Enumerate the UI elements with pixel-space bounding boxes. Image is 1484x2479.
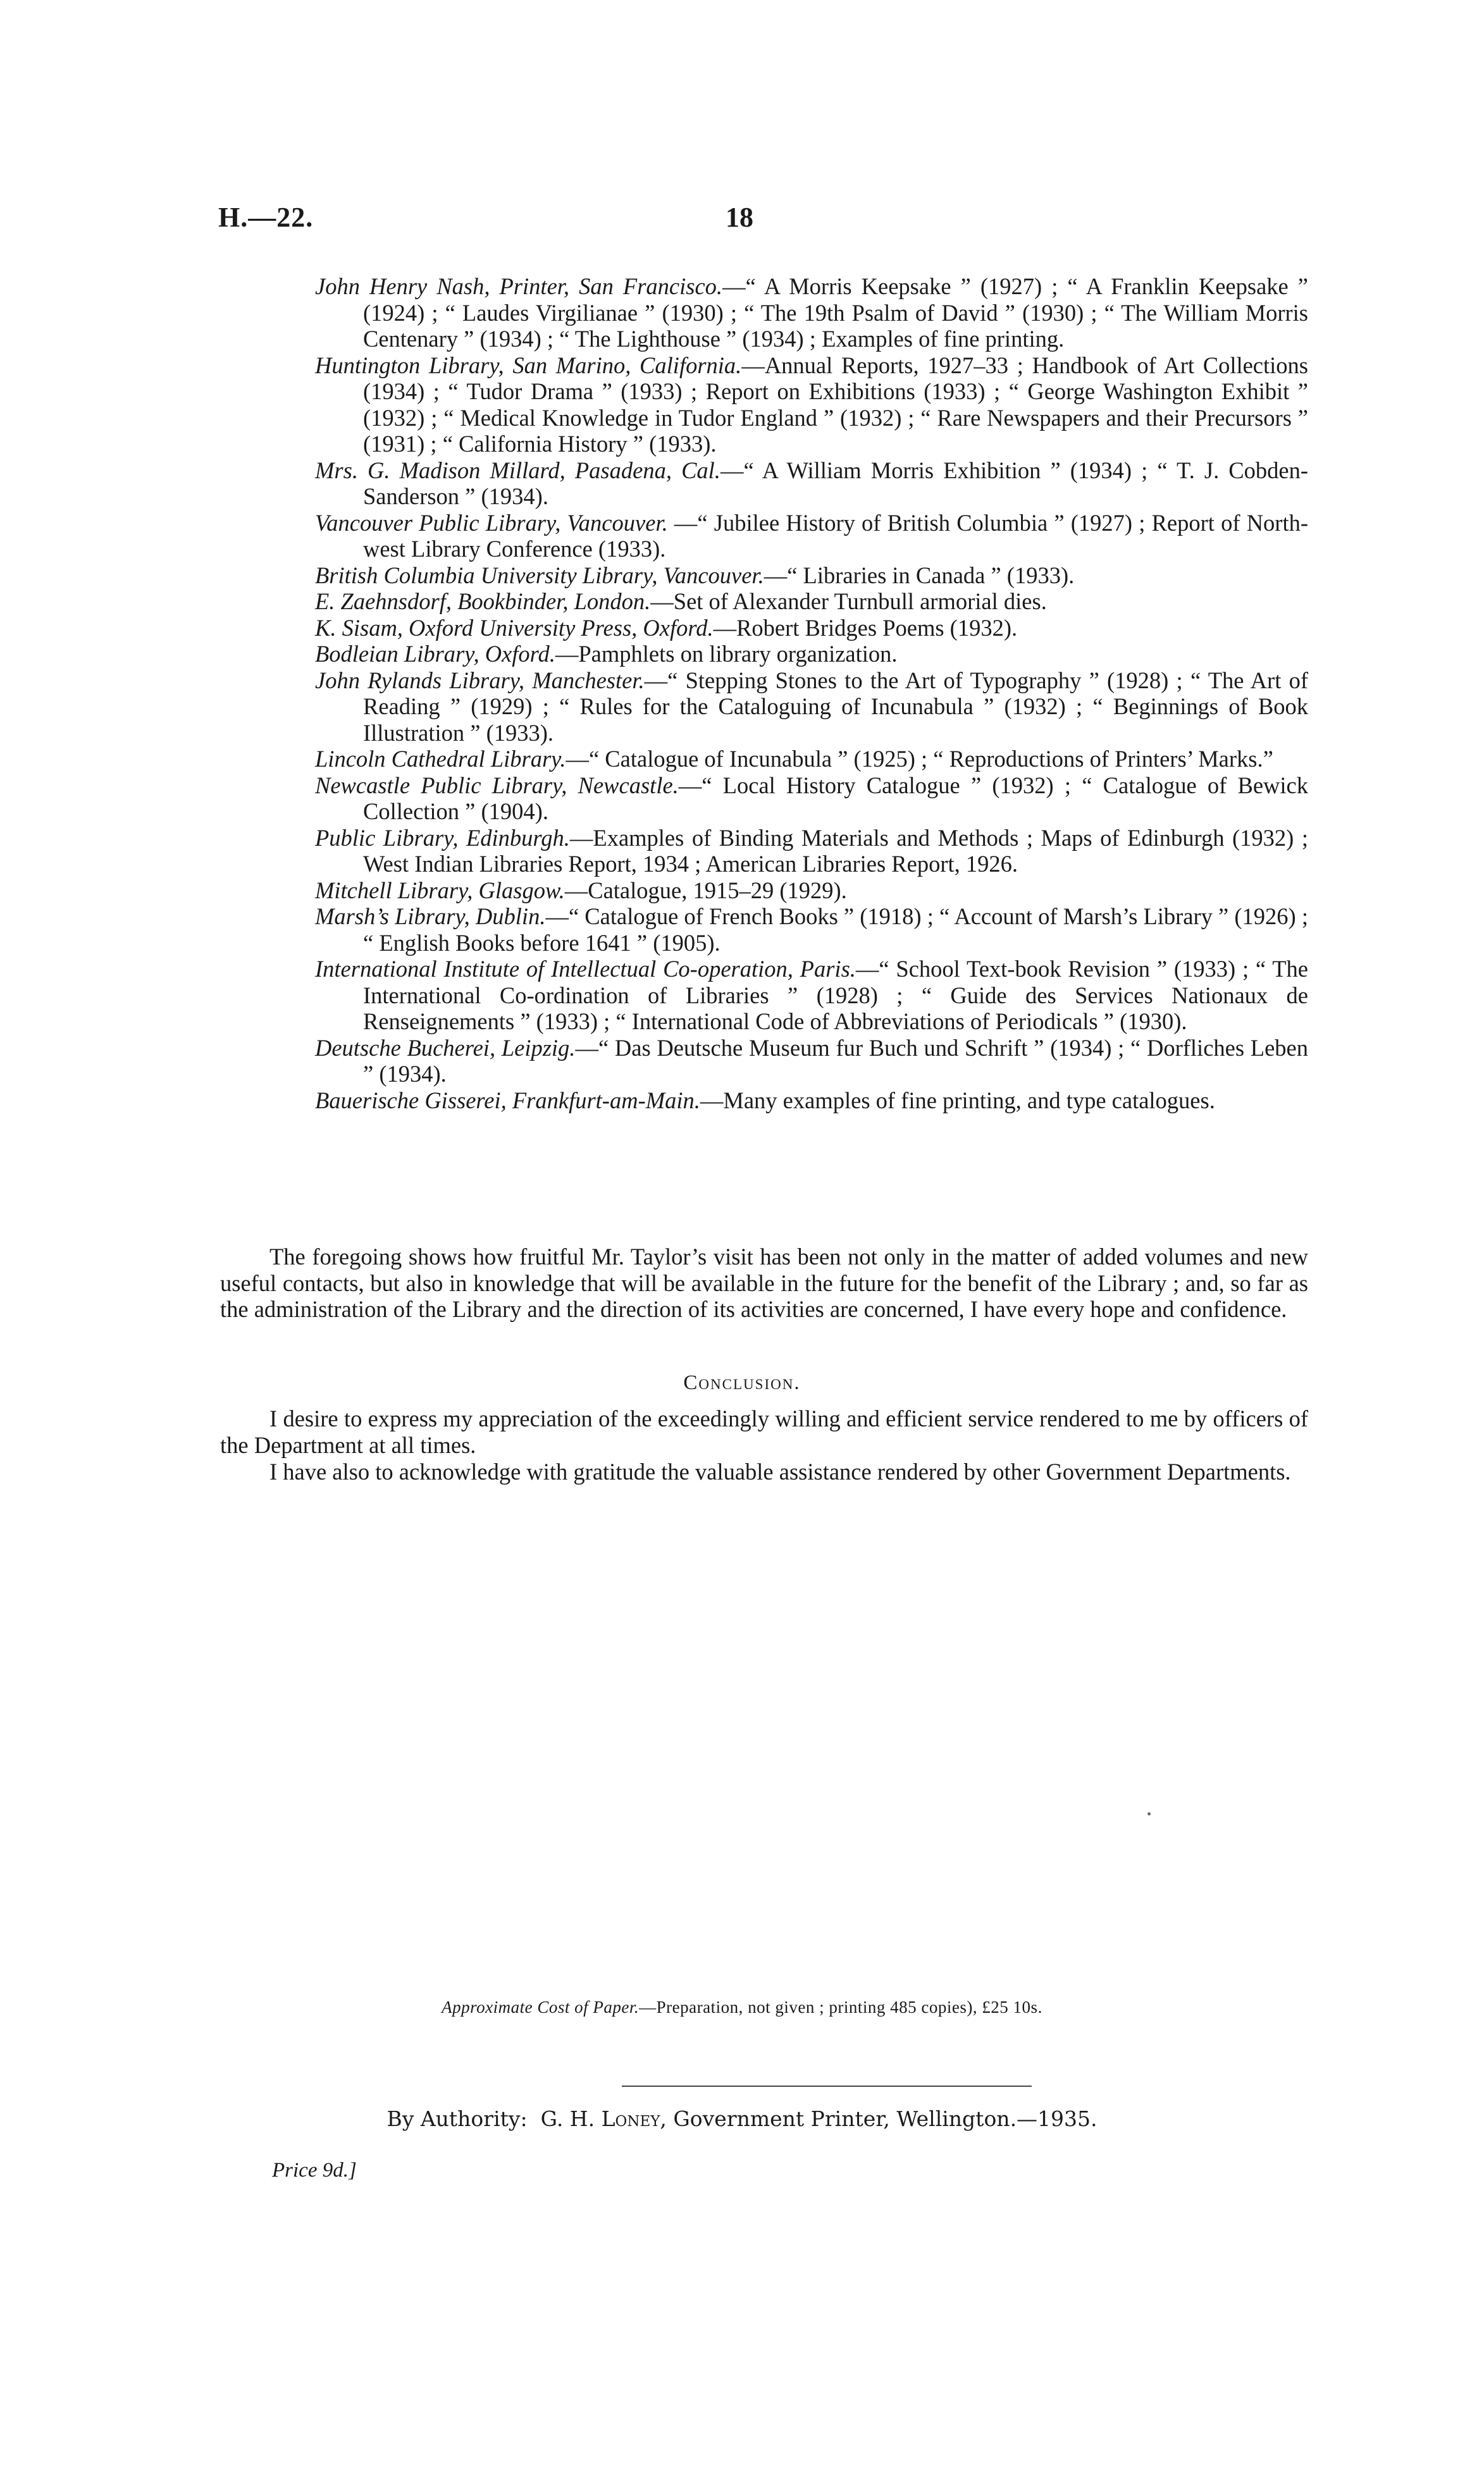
acquisitions-list bbox=[315, 273, 1308, 1113]
donor-name: Bauerische Gisserei, Frankfurt-am-Main. bbox=[315, 1087, 700, 1113]
donor-name: International Institute of Intellectual Co-operation, Paris. bbox=[315, 956, 856, 982]
donation-details: —“ Catalogue of French Books ” (1918) ; “ Account of Marsh’s Library ” (1926) ; “ English Books before 1641 ” (1905). bbox=[363, 903, 1308, 956]
divider bbox=[622, 2086, 1032, 2087]
document-code: H.—22. bbox=[218, 202, 314, 233]
donor-name: Huntington Library, San Marino, California. bbox=[315, 352, 742, 378]
donor-name: Vancouver Public Library, Vancouver. bbox=[315, 509, 668, 536]
list-item bbox=[315, 825, 1308, 877]
list-item bbox=[315, 615, 1308, 641]
cost-note-label: Approximate Cost of Paper. bbox=[442, 1998, 640, 2017]
list-item bbox=[315, 1087, 1308, 1114]
donation-details: —Robert Bridges Poems (1932). bbox=[713, 614, 1018, 641]
list-item bbox=[315, 457, 1308, 510]
list-item bbox=[315, 562, 1308, 589]
donation-details: —“ Local History Catalogue ” (1932) ; “ Catalogue of Bewick Collection ” (1904). bbox=[363, 772, 1309, 824]
conclusion-paragraph-1: I desire to express my appreciation of the exceedingly willing and efficient service rendered to me by officers of the Department at all times. bbox=[220, 1406, 1308, 1458]
donor-name: Bodleian Library, Oxford. bbox=[315, 641, 555, 667]
authority-suffix: Government Printer, Wellington.—1935. bbox=[673, 2106, 1098, 2131]
page-number: 18 bbox=[726, 202, 753, 233]
foregoing-paragraph: The foregoing shows how fruitful Mr. Taylor’s visit has been not only in the matter of added volumes and new useful contacts, but also in knowledge that will be available in the future for the benefit of the Library ; and, so far as the administration of the Library and the direction of its activities are concerned, I have every hope and confidence. bbox=[220, 1244, 1308, 1322]
donor-name: K. Sisam, Oxford University Press, Oxford. bbox=[315, 614, 714, 641]
list-item bbox=[315, 641, 1308, 667]
list-item bbox=[315, 903, 1308, 956]
conclusion-heading: Conclusion. bbox=[683, 1371, 801, 1394]
donor-name: E. Zaehnsdorf, Bookbinder, London. bbox=[315, 588, 651, 614]
donation-details: —“ A William Morris Exhibition ” (1934) ; “ T. J. Cobden-Sanderson ” (1934). bbox=[363, 457, 1308, 509]
donor-name: Lincoln Cathedral Library. bbox=[315, 746, 566, 772]
donor-name: Newcastle Public Library, Newcastle. bbox=[315, 772, 679, 798]
donation-details: —Catalogue, 1915–29 (1929). bbox=[564, 877, 847, 903]
list-item bbox=[315, 772, 1308, 825]
donation-details: —Many examples of fine printing, and type catalogues. bbox=[700, 1087, 1215, 1113]
donation-details: —“ School Text-book Revision ” (1933) ; “ The International Co-ordination of Libraries ” (1928) ; “ Guide des Services Nationaux de Renseignements ” (1933) ; “ International Code of Abbreviations of Periodicals ” (1930). bbox=[363, 956, 1308, 1034]
donation-details: —“ Stepping Stones to the Art of Typography ” (1928) ; “ The Art of Reading ” (1929) ; “ Rules for the Cataloguing of Incunabula ” (1932) ; “ Beginnings of Book Illustration ” (1933). bbox=[363, 667, 1308, 746]
list-item bbox=[315, 1035, 1308, 1087]
stray-mark bbox=[1147, 1812, 1151, 1815]
donor-name: Marsh’s Library, Dublin. bbox=[315, 903, 546, 929]
donation-details: —Set of Alexander Turnbull armorial dies. bbox=[650, 588, 1047, 614]
list-item bbox=[315, 746, 1308, 772]
donation-details: —Examples of Binding Materials and Methods ; Maps of Edinburgh (1932) ; West Indian Libraries Report, 1934 ; American Libraries Report, 1926. bbox=[363, 824, 1308, 877]
list-item bbox=[315, 877, 1308, 904]
conclusion-paragraph-2: I have also to acknowledge with gratitude the valuable assistance rendered by other Government Departments. bbox=[269, 1459, 1291, 1485]
list-item bbox=[315, 510, 1308, 562]
printer-name: G. H. Loney, bbox=[540, 2106, 667, 2131]
donation-details: —“ A Morris Keepsake ” (1927) ; “ A Franklin Keepsake ” (1924) ; “ Laudes Virgilianae ” (1930) ; “ The 19th Psalm of David ” (1930) ; “ The William Morris Centenary ” (1934) ; “ The Lighthouse ” (1934) ; Examples of fine printing. bbox=[363, 273, 1308, 352]
cost-note bbox=[0, 1998, 1484, 2017]
donation-details: —“ Das Deutsche Museum fur Buch und Schrift ” (1934) ; “ Dorfliches Leben ” (1934). bbox=[363, 1034, 1308, 1087]
list-item bbox=[315, 273, 1308, 352]
donation-details: —“ Libraries in Canada ” (1933). bbox=[764, 562, 1075, 588]
donor-name: John Rylands Library, Manchester. bbox=[315, 667, 645, 693]
donor-name: Mrs. G. Madison Millard, Pasadena, Cal. bbox=[315, 457, 720, 483]
donation-details: —“ Catalogue of Incunabula ” (1925) ; “ Reproductions of Printers’ Marks.” bbox=[566, 746, 1273, 772]
donation-details: —Pamphlets on library organization. bbox=[555, 641, 898, 667]
price: Price 9d.] bbox=[272, 2159, 357, 2182]
authority-prefix: By Authority: bbox=[386, 2106, 528, 2131]
donor-name: British Columbia University Library, Vancouver. bbox=[315, 562, 764, 588]
list-item bbox=[315, 352, 1308, 457]
list-item bbox=[315, 667, 1308, 746]
cost-note-text: —Preparation, not given ; printing 485 copies), £25 10s. bbox=[639, 1998, 1042, 2017]
printer-authority bbox=[0, 2106, 1484, 2131]
list-item bbox=[315, 956, 1308, 1035]
donor-name: Deutsche Bucherei, Leipzig. bbox=[315, 1034, 576, 1061]
donation-details: —Annual Reports, 1927–33 ; Handbook of Art Collections (1934) ; “ Tudor Drama ” (1933) ; Report on Exhibitions (1933) ; “ George Washington Exhibit ” (1932) ; “ Medical Knowledge in Tudor England ” (1932) ; “ Rare Newspapers and their Precursors ” (1931) ; “ California History ” (1933). bbox=[363, 352, 1308, 457]
donor-name: Mitchell Library, Glasgow. bbox=[315, 877, 565, 903]
list-item bbox=[315, 588, 1308, 615]
donor-name: John Henry Nash, Printer, San Francisco. bbox=[315, 273, 723, 299]
donor-name: Public Library, Edinburgh. bbox=[315, 824, 570, 851]
donation-details: —“ Jubilee History of British Columbia ” (1927) ; Report of North-west Library Conference (1933). bbox=[363, 509, 1308, 562]
